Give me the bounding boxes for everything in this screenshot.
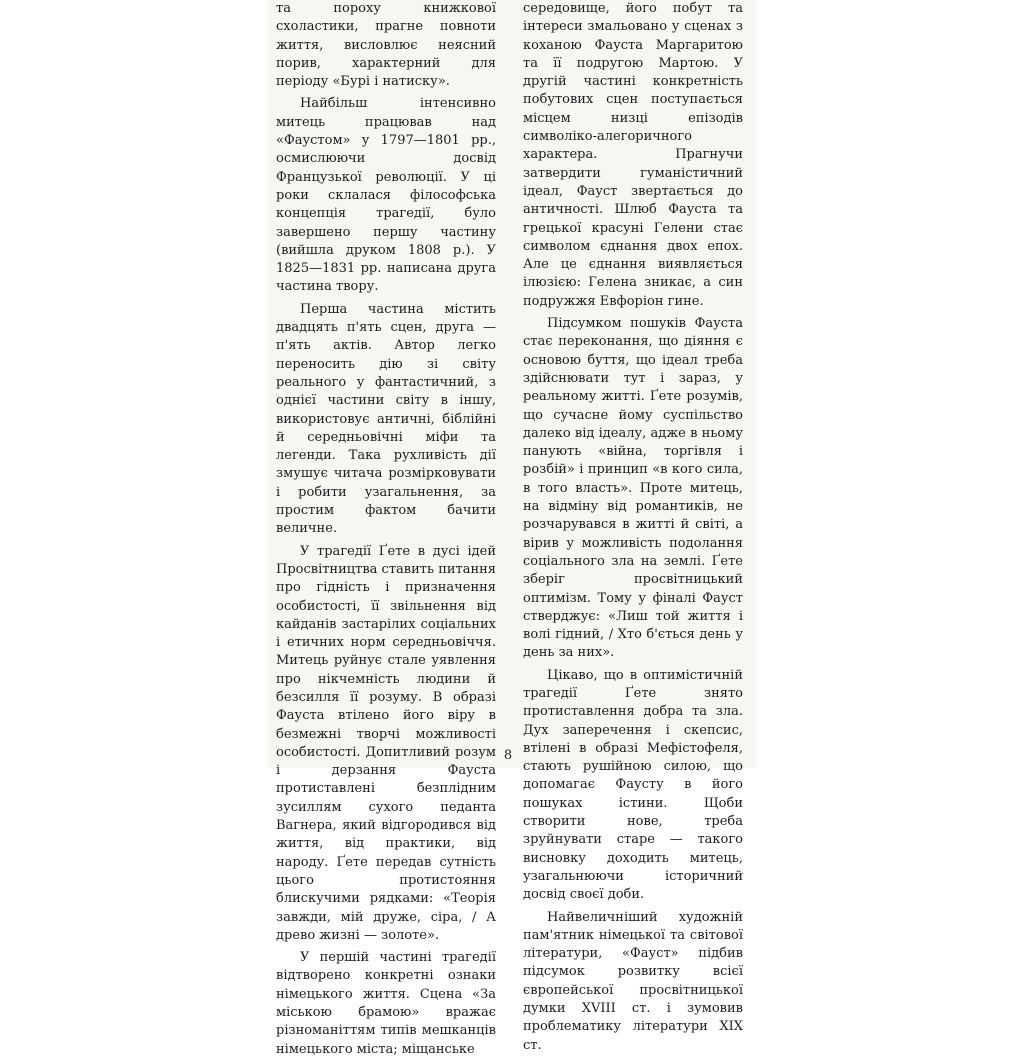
left-text-column [276, 0, 496, 1059]
paragraph-continuation: середовище, його побут та інтереси змальовано у сценах з коханою Фауста Маргаритою та її подругою Мартою. У другій частині конкретність побутових сцен поступається місцем низці епізодів символіко-алегоричного характера. Прагнучи затвердити гуманістичний ідеал, Фауст звертається до античності. Шлюб Фауста та грецької красуні Гелени стає символом єднання двох епох. Але це єднання виявляється ілюзією: Гелена зникає, а син подружжя Евфоріон гине. [523, 1, 743, 309]
paragraph: Перша частина містить двадцять п'ять сцен, друга — п'ять актів. Автор легко переносить дію зі світу реального у фантастичний, з однієї частини світу в іншу, використовує античні, біблійні й середньовічні міфи та легенди. Така рухливість дії змушує читача розмірковувати і робити узагальнення, за простим фактом бачити величне. [276, 301, 496, 537]
page-number: 8 [503, 748, 513, 763]
right-text-column [523, 0, 743, 1055]
paragraph-continuation: та пороху книжкової схоластики, прагне повноти життя, висловлює неясний порив, характерний для періоду «Бурі і натиску». [276, 1, 496, 90]
paragraph: Найбільш інтенсивно митець працював над «Фаустом» у 1797—1801 рр., осмислюючи досвід Французької революції. У ці роки склалася філософська концепція трагедії, було завершено першу частину (вийшла друком 1808 р.). У 1825—1831 рр. написана друга частина твору. [276, 96, 496, 295]
paragraph: У першій частині трагедії відтворено конкретні ознаки німецького життя. Сцена «За міською брамою» вражає різноманіттям типів мешканців німецького міста; міщанське [276, 950, 496, 1057]
paragraph: Підсумком пошуків Фауста стає переконання, що діяння є основою буття, що ідеал треба здійснювати тут і зараз, у реальному житті. Ґете розумів, що сучасне йому суспільство далеко від ідеалу, адже в ньому панують «війна, торгівля і розбій» і принцип «в кого сила, в того власть». Проте митець, на відміну від романтиків, не розчарувався в житті й світі, а вірив у можливість подолання соціального зла на землі. Ґете зберіг просвітницький оптимізм. Тому у фіналі Фауст стверджує: «Лиш той життя і волі гідний, / Хто б'ється день у день за них». [523, 316, 743, 661]
paragraph: Найвеличніший художній пам'ятник німецької та світової літератури, «Фауст» підбив підсумок розвитку всієї європейської просвітницької думки XVIII ст. і зумовив проблематику літератури XIX ст. [523, 909, 743, 1053]
paragraph: У трагедії Ґете в дусі ідей Просвітництва ставить питання про гідність і призначення особистості, її звільнення від кайданів застарілих соціальних і етичних норм середньовіччя. Митець руйнує стале уявлення про нікчемність людини й безсилля її розуму. В образі Фауста втілено його віру в безмежні творчі можливості особистості. Допитливий розум і дерзання Фауста протиставлені безплідним зусиллям сухого педанта Вагнера, який відгородився від життя, від практики, від народу. Ґете передав сутність цього протистояння блискучими рядками: «Теорія завжди, мій друже, сіра, / А древо жизні — золоте». [276, 543, 496, 943]
paragraph: Цікаво, що в оптимістичній трагедії Ґете знято протиставлення добра та зла. Дух заперечення і скепсис, втілені в образі Мефістофеля, стають рушійною силою, що допомагає Фаусту в його пошуках істини. Щоби створити нове, треба зруйнувати старе — такого висновку доходить митець, узагальнюючи історичний досвід своєї доби. [523, 667, 743, 903]
